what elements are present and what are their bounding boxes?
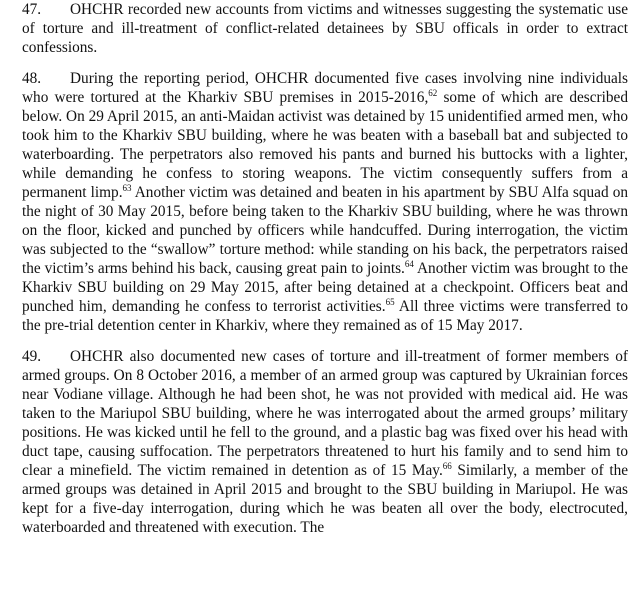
paragraph-number: 47. (22, 1, 42, 18)
footnote-ref-62[interactable]: 62 (428, 88, 438, 98)
footnote-ref-65[interactable]: 65 (385, 297, 395, 307)
footnote-ref-66[interactable]: 66 (442, 461, 452, 471)
paragraph-text: Similarly, a member of the armed groups was detained in April 2015 and brought to the SBU building in Mariupol. He was kept for a five-day interrogation, during which he was beaten all over the body, electrocuted, waterboarded and threatened with execution. The (22, 462, 629, 536)
paragraph-text: Another victim was detained and beaten in his apartment by SBU Alfa squad on the night of 30 May 2015, before being taken to the Kharkiv SBU building, where he was thrown on the floor, kicked and punched by officers while handcuffed. During interrogation, the victim was subjected to the “swallow” torture method: while standing on his back, the perpetrators raised the victim’s arms behind his back, causing great pain to joints. (22, 184, 628, 277)
footnote-ref-63[interactable]: 63 (122, 183, 132, 193)
paragraph-text: OHCHR recorded new accounts from victims and witnesses suggesting the systematic use of torture and ill-treatment of conflict-related detainees by SBU officals in order to extract confessions. (22, 1, 628, 56)
footnote-ref-64[interactable]: 64 (404, 259, 414, 269)
paragraph-48 (22, 69, 628, 335)
paragraph-47 (22, 0, 628, 57)
paragraph-text: All three victims were transferred to the pre-trial detention center in Kharkiv, where they remained as of 15 May 2017. (22, 298, 628, 334)
document-page (22, 0, 628, 549)
paragraph-text: some of which are described below. On 29 April 2015, an anti-Maidan activist was detained by 15 unidentified armed men, who took him to the Kharkiv SBU building, where he was beaten with a baseball bat and subjected to waterboarding. The perpetrators also removed his pants and burned his buttocks with a lighter, while demanding he confess to storing weapons. The victim consequently suffers from a permanent limp. (22, 89, 628, 201)
paragraph-text: Another victim was brought to the Kharkiv SBU building on 29 May 2015, after being detained at a checkpoint. Officers beat and punched him, demanding he confess to terrorist activities. (22, 260, 628, 315)
paragraph-number: 49. (22, 348, 42, 365)
paragraph-text: During the reporting period, OHCHR documented five cases involving nine individuals who were tortured at the Kharkiv SBU premises in 2015-2016, (22, 70, 628, 106)
paragraph-number: 48. (22, 70, 42, 87)
paragraph-49 (22, 347, 628, 537)
paragraph-text: OHCHR also documented new cases of torture and ill-treatment of former members of armed groups. On 8 October 2016, a member of an armed group was captured by Ukrainian forces near Vodiane village. Although he had been shot, he was not provided with medical aid. He was taken to the Mariupol SBU building, where he was interrogated about the armed groups’ military positions. He was kicked until he fell to the ground, and a plastic bag was fixed over his head with duct tape, causing suffocation. The perpetrators threatened to hurt his family and to send him to clear a minefield. The victim remained in detention as of 15 May. (22, 348, 628, 479)
